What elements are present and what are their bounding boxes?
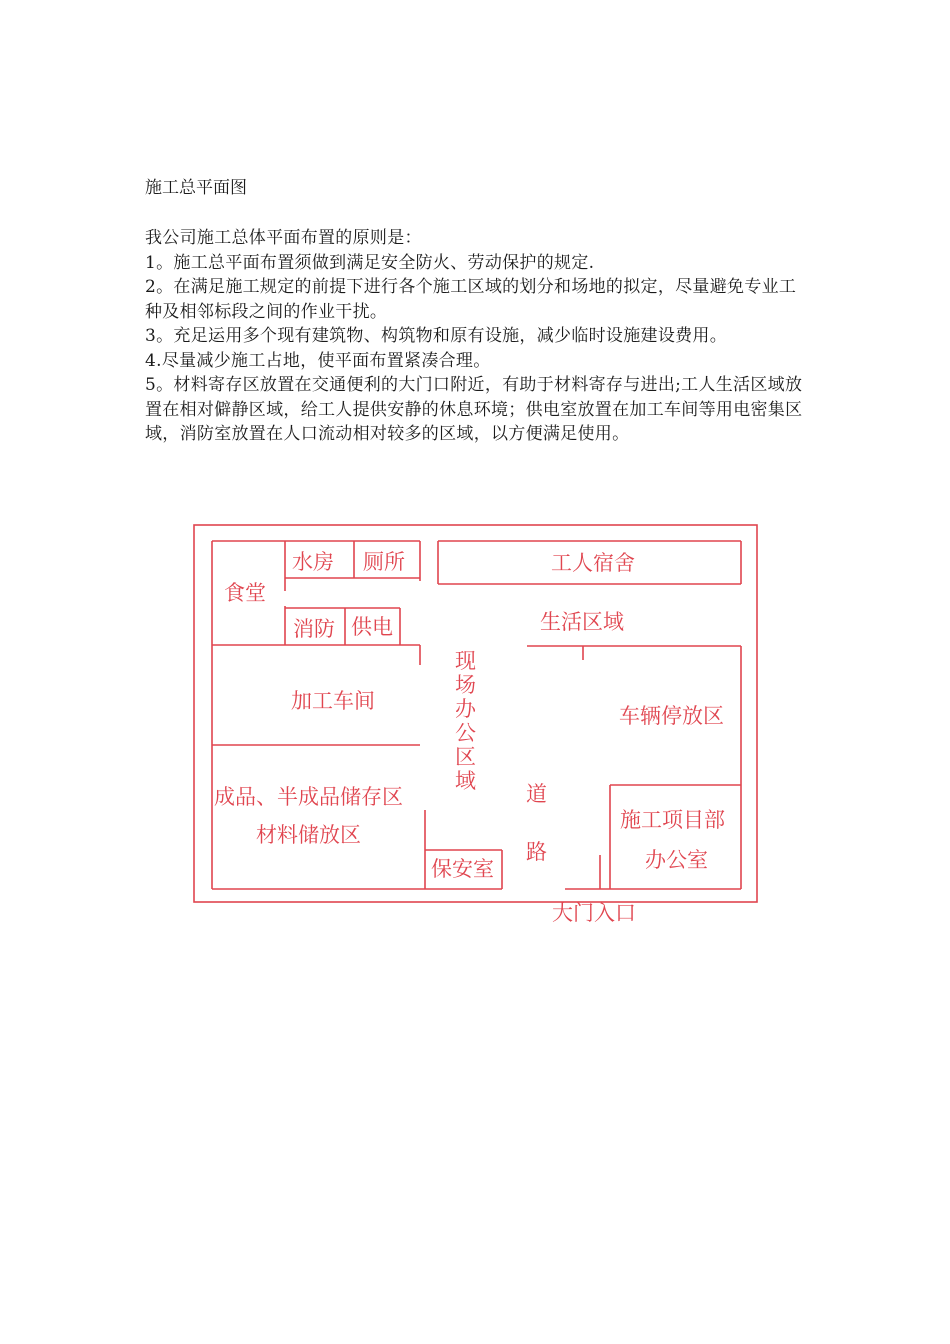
security-room-label: 保安室	[431, 857, 494, 881]
toilet-label: 厕所	[363, 550, 405, 574]
principle-item-5: 5。材料寄存区放置在交通便利的大门口附近，有助于材料寄存与进出;工人生活区域放置在相对僻静区域，给工人提供安静的休息环境；供电室放置在加工车间等用电密集区域，消防室放置在人口流动相对较多的区域，以方便满足使用。	[145, 375, 803, 444]
document-title: 施工总平面图	[145, 178, 247, 198]
site-office-label-char: 公	[455, 721, 476, 745]
principle-item-4: 4.尽量减少施工占地，使平面布置紧凑合理。	[145, 350, 491, 371]
principle-item-2: 2。在满足施工规定的前提下进行各个施工区域的划分和场地的拟定，尽量避免专业工种及相邻标段之间的作业干扰。	[145, 277, 797, 322]
vehicle-parking-label: 车辆停放区	[619, 704, 724, 728]
road-label-char: 道	[526, 782, 547, 806]
project-office-label-line: 办公室	[645, 848, 708, 872]
site-office-label-char: 办	[455, 697, 476, 721]
site-office-label-char: 域	[455, 769, 476, 793]
material-storage-label: 材料储放区	[256, 823, 361, 847]
main-gate-label: 大门入口	[552, 901, 636, 925]
site-office-label-char: 现	[455, 649, 476, 673]
power-room-label: 供电	[351, 615, 393, 639]
site-office-label-char: 场	[455, 673, 476, 697]
project-office-label-line: 施工项目部	[620, 808, 725, 832]
site-office-label-char: 区	[455, 745, 476, 769]
living-area-label: 生活区域	[540, 610, 624, 634]
processing-workshop-label: 加工车间	[291, 689, 375, 713]
fire-room-label: 消防	[293, 617, 335, 641]
water-room-label: 水房	[292, 550, 334, 574]
canteen-label: 食堂	[224, 581, 266, 605]
principle-item-1: 1。施工总平面布置须做到满足安全防火、劳动保护的规定.	[145, 252, 595, 273]
principle-item-3: 3。充足运用多个现有建筑物、构筑物和原有设施，减少临时设施建设费用。	[145, 326, 728, 346]
finished-storage-label: 成品、半成品储存区	[214, 785, 403, 809]
intro-paragraph: 我公司施工总体平面布置的原则是：	[145, 228, 422, 248]
road-label-char: 路	[526, 840, 547, 864]
workers-dorm-label: 工人宿舍	[551, 551, 635, 575]
